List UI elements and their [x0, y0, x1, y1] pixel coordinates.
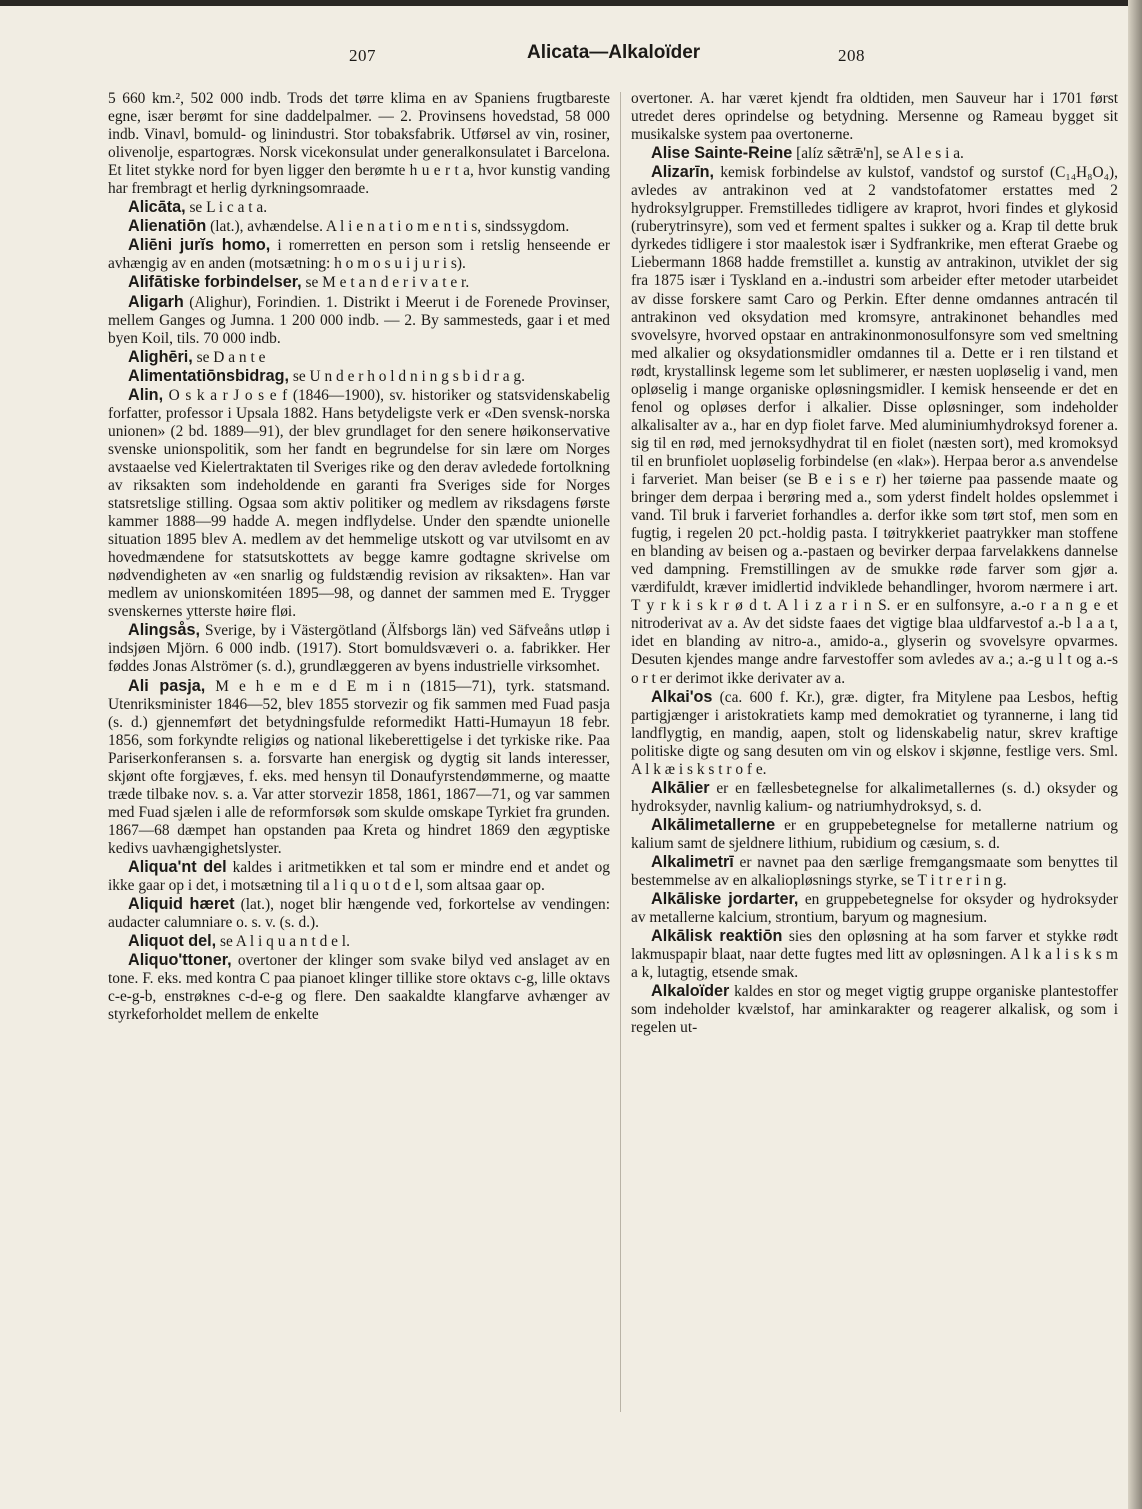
dictionary-entry: [108, 293, 610, 348]
entry-text: overtoner. A. har været kjendt fra oldtiden, men Sauveur har i 1701 først utredet deres oprindelse og betydning. Mersenne og Rameau bygget sit musikalske system paa overtonerne.: [631, 90, 1118, 144]
continued-text: [631, 90, 1118, 144]
page-edge-shadow: [1128, 0, 1142, 1509]
entry-text: O s k a r J o s e f (1846—1900), sv. historiker og statsvidenskabelig forfatter, professor i Upsala 1882. Hans betydeligste verk er «Den svensk-norska unionen» (2 bd. 1889—91), der blev grundlaget for den senere høikonservative svenske unionspolitik, som her fandt en begrundelse for sin lære om Norges avstaaelse ved Kielertraktaten til Sveriges rike og den derav avledede fortolkning av riksakten som indeholdende en garanti fra Sveriges side for Norges statsretslige stilling. Ogsaa som aktiv politiker og medlem av riksdagens første kammer 1888—99 hadde A. megen indflydelse. Under den spændte unionelle situation 1895 blev A. medlem av det hemmelige utskott og var utvilsomt en av hovedmændene for statsutskottets av begge kamre godtagne skrivelse om nødvendigheten av «en snarlig og fuldstændig revision av riksakten». Han var medlem av unionskomitéen 1895—98, og dannet der sammen med E. Trygger svenskernes ytterste høire fløi.: [108, 386, 610, 621]
entry-text: en gruppebetegnelse for oksyder og hydroksyder av metallerne kalcium, strontium, baryum og magnesium.: [631, 891, 1118, 927]
entry-text: se L i c a t a.: [185, 199, 268, 217]
entry-headword: Aligarh: [128, 292, 184, 311]
entry-headword: Aliēni jurĭs homo,: [128, 236, 271, 255]
dictionary-entry: [108, 198, 610, 217]
entry-text: overtoner der klinger som svake bilyd ved anslaget av en tone. F. eks. med kontra C paa pianoet klinger tillike store oktavs c-g, lille oktavs c-e-g-b, enstrøknes c-d-e-g og flere. Den saakaldte klangfarve avhænger av styrkeforholdet mellem de enkelte: [108, 952, 610, 1024]
entry-headword: Alise Sainte-Reine: [651, 144, 793, 163]
entry-headword: Ali pasja,: [128, 676, 206, 695]
dictionary-entry: [108, 858, 610, 895]
entry-text: se D a n t e: [192, 348, 266, 366]
entry-text: [alíz sæ̃trǣ'n], se A l e s i a.: [792, 145, 964, 163]
entry-headword: Alkaloïder: [651, 982, 730, 1001]
entry-headword: Aliquid hæret: [128, 895, 235, 914]
dictionary-entry: [108, 367, 610, 386]
entry-text: kaldes i aritmetikken et tal som er mindre end et andet og ikke gaar op i det, i motsætning til a l i q u o t d e l, som altsaa gaar op.: [108, 858, 610, 895]
entry-headword: Alkalimetrī: [651, 852, 734, 871]
entry-text: er en fællesbetegnelse for alkalimetallernes (s. d.) oksyder og hydroksyder, navnlig kalium- og natriumhydroksyd, s. d.: [631, 779, 1118, 815]
continued-text: [108, 90, 610, 198]
entry-headword: Alingsås,: [128, 621, 200, 640]
entry-text: i romerretten en person som i retslig henseende er avhængig av en anden (motsætning: h o m o s u i j u r i s).: [108, 237, 610, 273]
dictionary-entry: [108, 895, 610, 932]
dictionary-entry: [108, 621, 610, 676]
dictionary-entry: [631, 890, 1118, 927]
dictionary-entry: [631, 779, 1118, 816]
dictionary-entry: [631, 163, 1118, 687]
entry-text: (ca. 600 f. Kr.), græ. digter, fra Mitylene paa Lesbos, heftig partigjænger i aristokratiets kamp med demokratiet og tyrannerne, i lang tid landflygtig, en mandig, aapen, stolt og lidenskabelig natur, skrev kraftige politiske digte og sang desuten om vin og elskov i skjønne, festlige vers. Sml. A l k æ i s k s t r o f e.: [631, 688, 1118, 778]
entry-text: se A l i q u a n t d e l.: [216, 933, 350, 951]
dictionary-entry: [108, 217, 610, 236]
entry-text: 5 660 km.², 502 000 indb. Trods det tørre klima en av Spaniens frugtbareste egne, især berømt for sine daddelpalmer. — 2. Provinsens hovedstad, 58 000 indb. Vinavl, bomuld- og linindustri. Stor tobaksfabrik. Utførsel av vin, rosiner, olivenolje, espartogræs. Norsk vicekonsulat under generalkonsulatet i Barcelona. Et litet stykke nord for byen ligger den berømte h u e r t a, hvor kunstig vanding har frembragt et herlig dyrkningsomraade.: [108, 90, 610, 198]
entry-text: M e h e m e d E m i n (1815—71), tyrk. statsmand. Utenriksminister 1846—52, blev 1855 storvezir og fik sammen med Fuad pasja (s. d.) gjennemført det betydningsfulde reformedikt Hatti-Humayun 18 febr. 1856, som forkyndte religiøs og national likeberettigelse i det tyrkiske rike. Paa Pariserkonferansen s. a. forsvarte han energisk og dygtig sit lands interesser, skjønt ofte forgjæves, f. eks. med hensyn til Donaufyrstendømmerne, og maatte træde tilbake nov. s. a. Var atter storvezir 1858, 1861, 1867—71, og var sammen med Fuad sjælen i alle de reformforsøk som skulde omskape Tyrkiet fra grunden. 1867—68 dæmpet han opstanden paa Kreta og hindret 1869 den ægyptiske kedivs uavhængighetslyster.: [108, 677, 610, 857]
right-column: [631, 90, 1118, 1037]
page-number-right: 208: [838, 46, 865, 65]
dictionary-entry: [631, 144, 1118, 163]
dictionary-entry: [631, 688, 1118, 779]
dictionary-entry: [631, 982, 1118, 1037]
entry-headword: Alin,: [128, 385, 164, 404]
entry-headword: Alighēri,: [128, 347, 193, 366]
page-top-rule: [0, 0, 1142, 6]
left-column: [108, 90, 610, 1024]
entry-text: se M e t a n d e r i v a t e r.: [301, 274, 470, 292]
entry-text: er navnet paa den særlige fremgangsmaate som benyttes til bestemmelse av en alkaliopløsnings styrke, se T i t r e r i n g.: [631, 853, 1118, 890]
entry-headword: Aliqua'nt del: [128, 857, 227, 876]
entry-headword: Alimentatiōnsbidrag,: [128, 366, 289, 385]
entry-headword: Alkai'os: [651, 687, 713, 706]
running-head: Alicata—Alkaloïder: [527, 42, 701, 63]
entry-headword: Alizarīn,: [651, 163, 714, 182]
entry-headword: Alkālimetallerne: [651, 815, 776, 834]
dictionary-entry: [631, 816, 1118, 853]
entry-text: (Alighur), Forindien. 1. Distrikt i Meerut i de Forenede Provinser, mellem Ganges og Jumna. 1 200 000 indb. — 2. By sammesteds, gaar i et med byen Koil, tils. 70 000 indb.: [108, 293, 610, 347]
entry-headword: Alienatiōn: [128, 217, 207, 236]
entry-text: (lat.), avhændelse. A l i e n a t i o m e n t i s, sindssygdom.: [206, 218, 570, 236]
entry-headword: Alicāta,: [128, 198, 186, 217]
dictionary-entry: [108, 273, 610, 292]
entry-text: kaldes en stor og meget vigtig gruppe organiske plantestoffer som indeholder kvælstof, har aminkarakter og reagerer alkalisk, og som i regelen ut-: [631, 983, 1118, 1037]
entry-headword: Aliquot del,: [128, 932, 217, 951]
entry-text: Sverige, by i Västergötland (Älfsborgs län) ved Säfveåns utløp i indsjøen Mjörn. 6 000 indb. (1917). Stort bomuldsvæveri o. a. fabrikker. Her føddes Jonas Alströmer (s. d.), grundlæggeren av byens industrielle virksomhet.: [108, 622, 610, 676]
page-number-left: 207: [349, 46, 376, 65]
entry-headword: Alifātiske forbindelser,: [128, 273, 302, 292]
entry-headword: Alkālisk reaktiōn: [651, 927, 783, 946]
entry-text: er en gruppebetegnelse for metallerne natrium og kalium samt de sjeldnere lithium, rubidium og cæsium, s. d.: [631, 816, 1118, 852]
dictionary-entry: [108, 932, 610, 951]
column-divider: [620, 92, 621, 1412]
dictionary-entry: [108, 348, 610, 367]
dictionary-entry: [108, 386, 610, 622]
dictionary-entry: [108, 236, 610, 273]
entry-headword: Alkālier: [651, 778, 710, 797]
entry-headword: Alkāliske jordarter,: [651, 890, 799, 909]
entry-text: kemisk forbindelse av kulstof, vandstof og surstof (C₁₄H₈O₄), avledes av antrakinon ved at 2 vandstofatomer erstattes med 2 hydroksylgrupper. Fremstilledes tidligere av kraprot, hvori findes et glykosid (ruberytrinsyre), som ved et ferment spaltes i sukker og a. Krap til dette bruk dyrkedes tidligere i stor maalestok især i Sydfrankrike, men efterat Graebe og Liebermann 1868 hadde fremstillet a. kunstig av antrakinon, utviklet der sig fra 1875 især i Tyskland en a.-industri som arbeider efter metoder utarbeidet av disse forskere samt Caro og Perkin. Efter denne omdannes antracén til antrakinon ved oksydation med kromsyre, antrakinonet behandles med svovelsyre, hvorved opstaar en antrakinonmonosulfonsyre som ved smeltning med alkalier og oksydationsmidler omdannes til a. Dette er i ren tilstand et rødt, krystallinsk legeme som let sublimerer, er næsten uopløselig i vand, men opløselig i mange organiske opløsningsmidler. I kemisk henseende er det en fenol og opløses derfor i alkalier. Disse opløsninger, som indeholder alkalisalter av a., har en dyp fiolet farve. Med aluminiumhydroksyd forener a. sig til en rød, med jernoksydhydrat til en fiolet (næsten sort), med kromoksyd til en brunfiolet uopløselig forbindelse (en «lak»). Herpaa beror a.s anvendelse i farveriet. Man beiser (se B e i s e r) her tøierne paa passende maate og bringer dem derpaa i berøring med a., som yderst findelt holdes opslemmet i vand. Til bruk i farveriet forhandles a. derfor ikke som tørt stof, men som en fugtig, i regelen 20 pct.-holdig pasta. I tøitrykkeriet paatrykker man stoffene en blanding av beisen og a.-pastaen og bevirker derpaa farvelakkens dannelse ved dampning. Fremstillingen av de smukke røde farver som gjør a. værdifuldt, kræver imidlertid indviklede behandlinger, hvorom nærmere i art. T y r k i s k r ø d t. A l i z a r i n S. er en sulfonsyre, a.-o r a n g e et nitroderivat av a. Av det sidste faaes det vigtige blaa uldfarvestof a.-b l a a t, idet en blanding av nitro-a., amido-a., glyserin og svovelsyre opvarmes. Desuten kjendes mange andre farvestoffer som avledes av a.; a.-g u l t og a.-s o r t er derimot ikke derivater av a.: [631, 164, 1118, 687]
dictionary-entry: [108, 951, 610, 1024]
entry-text: sies den opløsning at ha som farver et stykke rødt lakmuspapir blaat, naar dette fugtes med litt av opløsningen. A l k a l i s k s m a k, lutagtig, etsende smak.: [631, 928, 1118, 982]
page-header: [0, 42, 1142, 72]
dictionary-entry: [108, 677, 610, 858]
entry-headword: Aliquo'ttoner,: [128, 951, 232, 970]
entry-text: se U n d e r h o l d n i n g s b i d r a g.: [289, 367, 525, 385]
dictionary-entry: [631, 853, 1118, 890]
entry-text: (lat.), noget blir hængende ved, forkortelse av vendingen: audacter calumniare o. s. v. (s. d.).: [108, 896, 610, 932]
dictionary-entry: [631, 927, 1118, 982]
